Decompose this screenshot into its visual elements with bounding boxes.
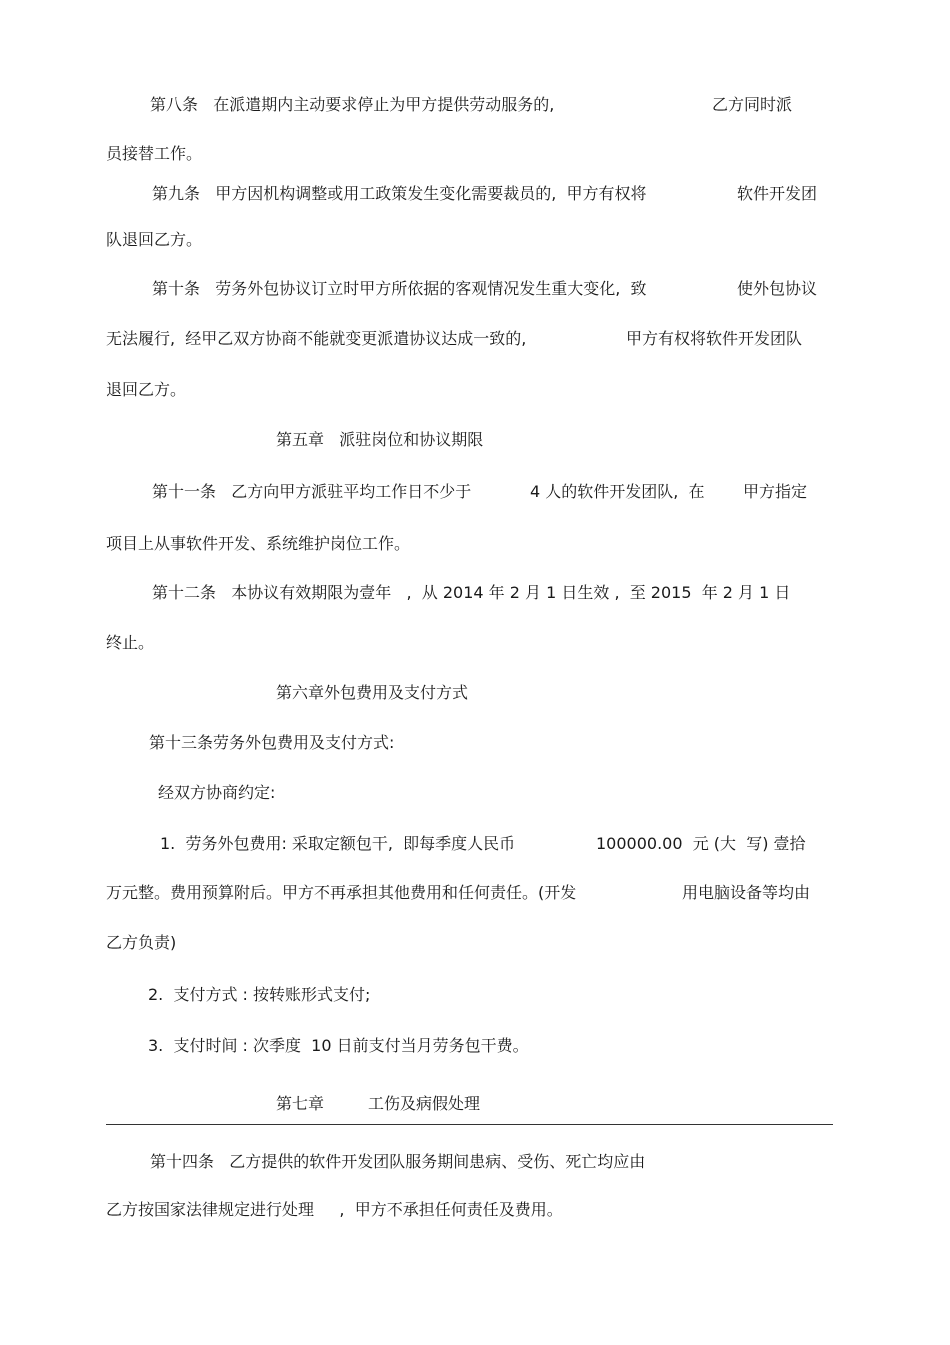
art9-line1-b: 软件开发团 xyxy=(737,184,818,203)
art10-line2-b: 甲方有权将软件开发团队 xyxy=(626,329,803,348)
art9-line1-a: 第九条 甲方因机构调整或用工政策发生变化需要裁员的, 甲方有权将 xyxy=(152,184,647,203)
art14-line1: 第十四条 乙方提供的软件开发团队服务期间患病、受伤、死亡均应由 xyxy=(150,1152,646,1171)
art13-item1-line2-b: 用电脑设备等均由 xyxy=(682,883,811,902)
art12-line2: 终止。 xyxy=(106,633,155,652)
art10-line2-a: 无法履行, 经甲乙双方协商不能就变更派遣协议达成一致的, xyxy=(106,329,527,348)
art10-line3: 退回乙方。 xyxy=(106,380,187,399)
chapter7-heading-b: 工伤及病假处理 xyxy=(368,1094,481,1113)
art13-item1-line1-a: 1. 劳务外包费用: 采取定额包干, 即每季度人民币 xyxy=(160,834,516,853)
art9-line2: 队退回乙方。 xyxy=(106,230,203,249)
art11-line1-c: 甲方指定 xyxy=(743,482,808,501)
chapter6-heading: 第六章外包费用及支付方式 xyxy=(276,683,469,702)
art13-title: 第十三条劳务外包费用及支付方式: xyxy=(149,733,395,752)
chapter5-heading: 第五章 派驻岗位和协议期限 xyxy=(276,430,484,449)
art13-item1-line3: 乙方负责) xyxy=(106,933,177,952)
art13-intro: 经双方协商约定: xyxy=(158,783,276,802)
art11-line1-b: 4 人的软件开发团队, 在 xyxy=(530,482,705,501)
art10-line1-a: 第十条 劳务外包协议订立时甲方所依据的客观情况发生重大变化, 致 xyxy=(152,279,647,298)
art13-item2: 2. 支付方式 : 按转账形式支付; xyxy=(148,985,371,1004)
art14-line2: 乙方按国家法律规定进行处理 , 甲方不承担任何责任及费用。 xyxy=(106,1200,563,1219)
art13-item3: 3. 支付时间 : 次季度 10 日前支付当月劳务包干费。 xyxy=(148,1036,529,1055)
art8-line1-a: 第八条 在派遣期内主动要求停止为甲方提供劳动服务的, xyxy=(150,95,555,114)
art13-item1-line1-b: 100000.00 元 (大 写) 壹拾 xyxy=(596,834,806,853)
horizontal-rule xyxy=(106,1124,833,1125)
art13-item1-line2-a: 万元整。费用预算附后。甲方不再承担其他费用和任何责任。(开发 xyxy=(106,883,577,902)
chapter7-heading-a: 第七章 xyxy=(276,1094,325,1113)
art10-line1-b: 使外包协议 xyxy=(737,279,818,298)
art11-line2: 项目上从事软件开发、系统维护岗位工作。 xyxy=(106,534,411,553)
art8-line2: 员接替工作。 xyxy=(106,144,203,163)
art8-line1-b: 乙方同时派 xyxy=(712,95,793,114)
art12-line1: 第十二条 本协议有效期限为壹年 , 从 2014 年 2 月 1 日生效 , 至 2015 年 2 月 1 日 xyxy=(152,583,791,602)
art11-line1-a: 第十一条 乙方向甲方派驻平均工作日不少于 xyxy=(152,482,472,501)
